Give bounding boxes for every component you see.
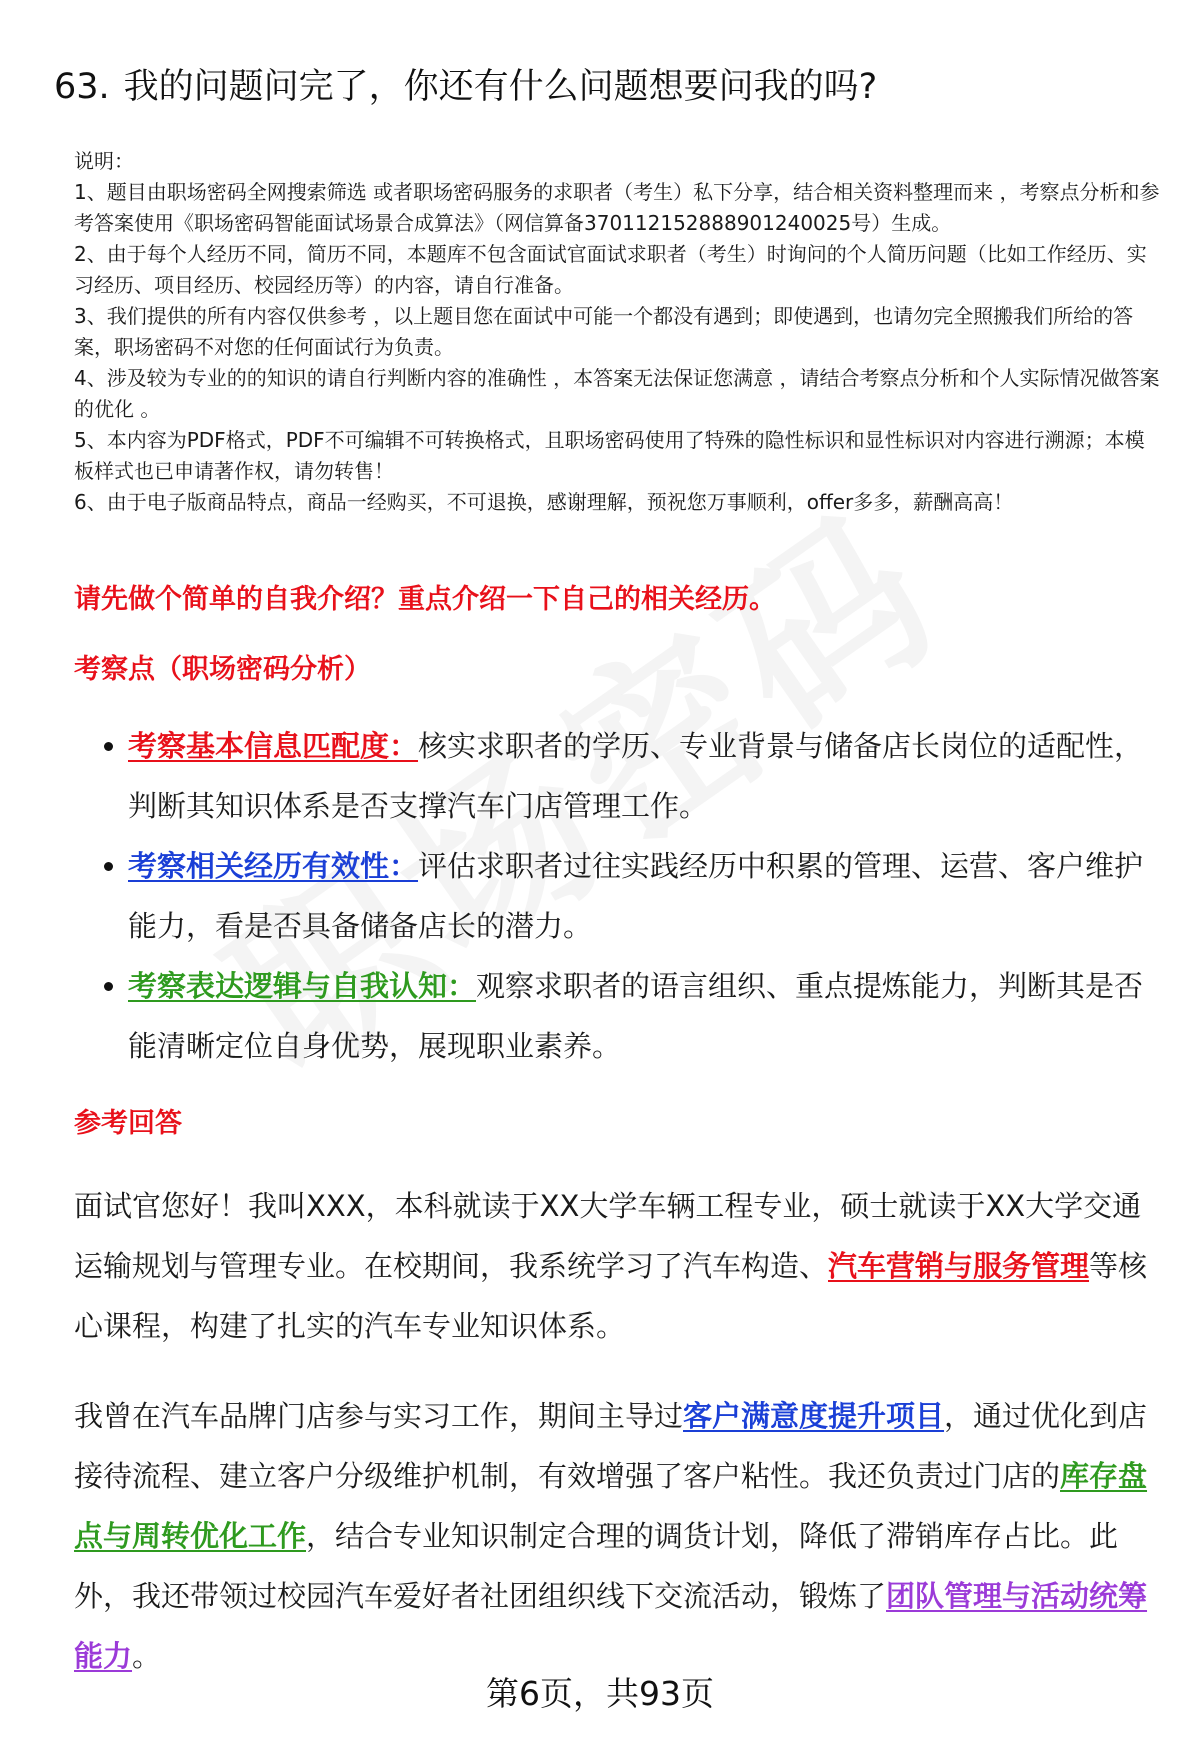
- answer-text: ，结合专业知识制定合理的调货计划，降低了滞销库存占比。此外，我还带领过校园汽车爱好者社团组织线下交流活动，锻炼了: [74, 1519, 1119, 1613]
- note-item: 5、本内容为PDF格式，PDF不可编辑不可转换格式，且职场密码使用了特殊的隐性标识和显性标识对内容进行溯源；本模板样式也已申请著作权，请勿转售！: [74, 428, 1145, 483]
- point-item: [104, 716, 1164, 836]
- disclaimer-notes: [74, 146, 1164, 518]
- note-item: 1、题目由职场密码全网搜索筛选 或者职场密码服务的求职者（考生）私下分享，结合相关资料整理而来 ，考察点分析和参考答案使用《职场密码智能面试场景合成算法》（网信算备370112152888901240025号）生成。: [74, 180, 1160, 235]
- notes-heading: 说明：: [74, 149, 134, 173]
- answer-paragraph-2: [74, 1386, 1164, 1686]
- highlight-keyword: 客户满意度提升项目: [683, 1399, 945, 1433]
- question-text: 我的问题问完了，你还有什么问题想要问我的吗?: [123, 67, 878, 107]
- points-list: [104, 716, 1164, 1076]
- question-title: [54, 62, 1164, 112]
- point-item: [104, 836, 1164, 956]
- note-item: 3、我们提供的所有内容仅供参考 ，以上题目您在面试中可能一个都没有遇到；即使遇到，也请勿完全照搬我们所给的答案，职场密码不对您的任何面试行为负责。: [74, 304, 1134, 359]
- point-label: 考察基本信息匹配度：: [128, 729, 419, 763]
- answer-text: ，通过优化到店接待流程、建立客户分级维护机制，有效增强了客户粘性。我还负责过门店的: [74, 1399, 1148, 1493]
- point-text: 核实求职者的学历、专业背景与储备店长岗位的适配性，判断其知识体系是否支撑汽车门店管理工作。: [128, 729, 1144, 823]
- answer-text: 我曾在汽车品牌门店参与实习工作，期间主导过: [74, 1399, 684, 1433]
- highlight-keyword: 汽车营销与服务管理: [828, 1249, 1090, 1283]
- page-footer: 第6页，共93页: [486, 1674, 714, 1713]
- highlight-keyword: 库存盘点与周转优化工作: [74, 1459, 1148, 1553]
- point-text: 观察求职者的语言组织、重点提炼能力，判断其是否能清晰定位自身优势，展现职业素养。: [128, 969, 1144, 1063]
- answer-section-title: 参考回答: [74, 1108, 182, 1139]
- answer-paragraph-1: [74, 1176, 1164, 1356]
- note-item: 2、由于每个人经历不同，简历不同，本题库不包含面试官面试求职者（考生）时询问的个人简历问题（比如工作经历、实习经历、项目经历、校园经历等）的内容，请自行准备。: [74, 242, 1147, 297]
- bullet-icon: [104, 862, 113, 871]
- point-label: 考察表达逻辑与自我认知：: [128, 969, 477, 1003]
- answer-text: 。: [132, 1639, 162, 1673]
- point-text: 评估求职者过往实践经历中积累的管理、运营、客户维护能力，看是否具备储备店长的潜力。: [128, 849, 1144, 943]
- point-item: [104, 956, 1164, 1076]
- points-section-title: 考察点（职场密码分析）: [74, 654, 371, 685]
- note-item: 4、涉及较为专业的的知识的请自行判断内容的准确性 ，本答案无法保证您满意 ，请结合考察点分析和个人实际情况做答案的优化 。: [74, 366, 1160, 421]
- note-item: 6、由于电子版商品特点，商品一经购买，不可退换，感谢理解，预祝您万事顺利，offer多多，薪酬高高！: [74, 490, 1014, 514]
- point-label: 考察相关经历有效性：: [128, 849, 419, 883]
- bullet-icon: [104, 742, 113, 751]
- answer-text: 等核心课程，构建了扎实的汽车专业知识体系。: [74, 1249, 1148, 1343]
- bullet-icon: [104, 982, 113, 991]
- interview-question-prompt: 请先做个简单的自我介绍？重点介绍一下自己的相关经历。: [74, 584, 776, 615]
- highlight-keyword: 团队管理与活动统筹能力: [74, 1579, 1148, 1673]
- answer-text: 面试官您好！我叫XXX，本科就读于XX大学车辆工程专业，硕士就读于XX大学交通运输规划与管理专业。在校期间，我系统学习了汽车构造、: [74, 1189, 1142, 1283]
- question-number: 63.: [54, 67, 110, 107]
